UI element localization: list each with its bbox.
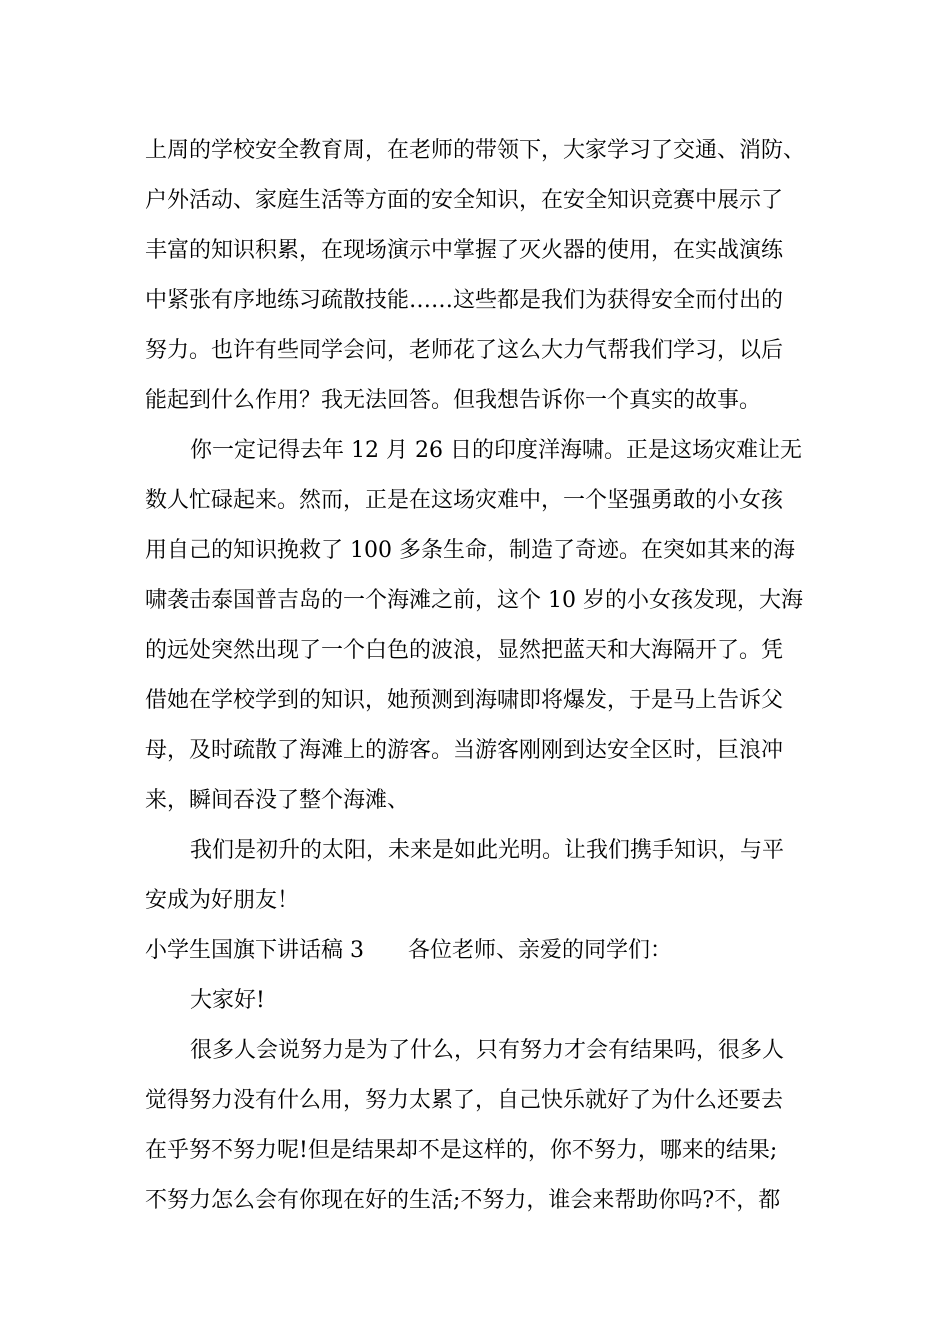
paragraph-effort (145, 1026, 835, 1226)
text-line: 来，瞬间吞没了整个海滩、 (145, 788, 410, 813)
text-line: 借她在学校学到的知识，她预测到海啸即将爆发，于是马上告诉父 (145, 688, 784, 713)
text-line: 我们是初升的太阳，未来是如此光明。让我们携手知识，与平 (190, 838, 785, 863)
text-line: 努力。也许有些同学会问，老师花了这么大力气帮我们学习，以后 (145, 338, 784, 363)
speech-salutation: 各位老师、亲爱的同学们： (408, 938, 673, 963)
text-line: 你一定记得去年 12 月 26 日的印度洋海啸。正是这场灾难让无 (190, 438, 802, 463)
text-line: 不努力怎么会有你现在好的生活;不努力，谁会来帮助你吗?不，都 (145, 1188, 781, 1213)
document-body (145, 126, 835, 1226)
text-line: 用自己的知识挽救了 100 多条生命，制造了奇迹。在突如其来的海 (145, 538, 795, 563)
text-line: 数人忙碌起来。然而，正是在这场灾难中，一个坚强勇敢的小女孩 (145, 488, 784, 513)
text-line: 觉得努力没有什么用，努力太累了，自己快乐就好了为什么还要去 (145, 1088, 784, 1113)
text-line: 上周的学校安全教育周，在老师的带领下，大家学习了交通、消防、 (145, 138, 806, 163)
text-line: 户外活动、家庭生活等方面的安全知识，在安全知识竞赛中展示了 (145, 188, 784, 213)
text-line: 很多人会说努力是为了什么，只有努力才会有结果吗，很多人 (190, 1038, 785, 1063)
text-line: 的远处突然出现了一个白色的波浪，显然把蓝天和大海隔开了。凭 (145, 638, 784, 663)
paragraph-conclusion (145, 826, 835, 926)
paragraph-safety-week (145, 126, 835, 426)
text-line: 啸袭击泰国普吉岛的一个海滩之前，这个 10 岁的小女孩发现，大海 (145, 588, 803, 613)
speech-greeting: 大家好! (190, 988, 265, 1013)
speech-title: 小学生国旗下讲话稿 3 (145, 938, 364, 963)
text-line: 安成为好朋友！ (145, 888, 300, 913)
text-line: 能起到什么作用？我无法回答。但我想告诉你一个真实的故事。 (145, 388, 762, 413)
text-line: 母，及时疏散了海滩上的游客。当游客刚刚到达安全区时，巨浪冲 (145, 738, 784, 763)
text-line: 丰富的知识积累，在现场演示中掌握了灭火器的使用，在实战演练 (145, 238, 784, 263)
speech-heading (145, 926, 835, 976)
text-line: 中紧张有序地练习疏散技能……这些都是我们为获得安全而付出的 (145, 288, 784, 313)
text-line: 在乎努不努力呢!但是结果却不是这样的，你不努力，哪来的结果; (145, 1138, 778, 1163)
paragraph-tsunami-story (145, 426, 835, 826)
